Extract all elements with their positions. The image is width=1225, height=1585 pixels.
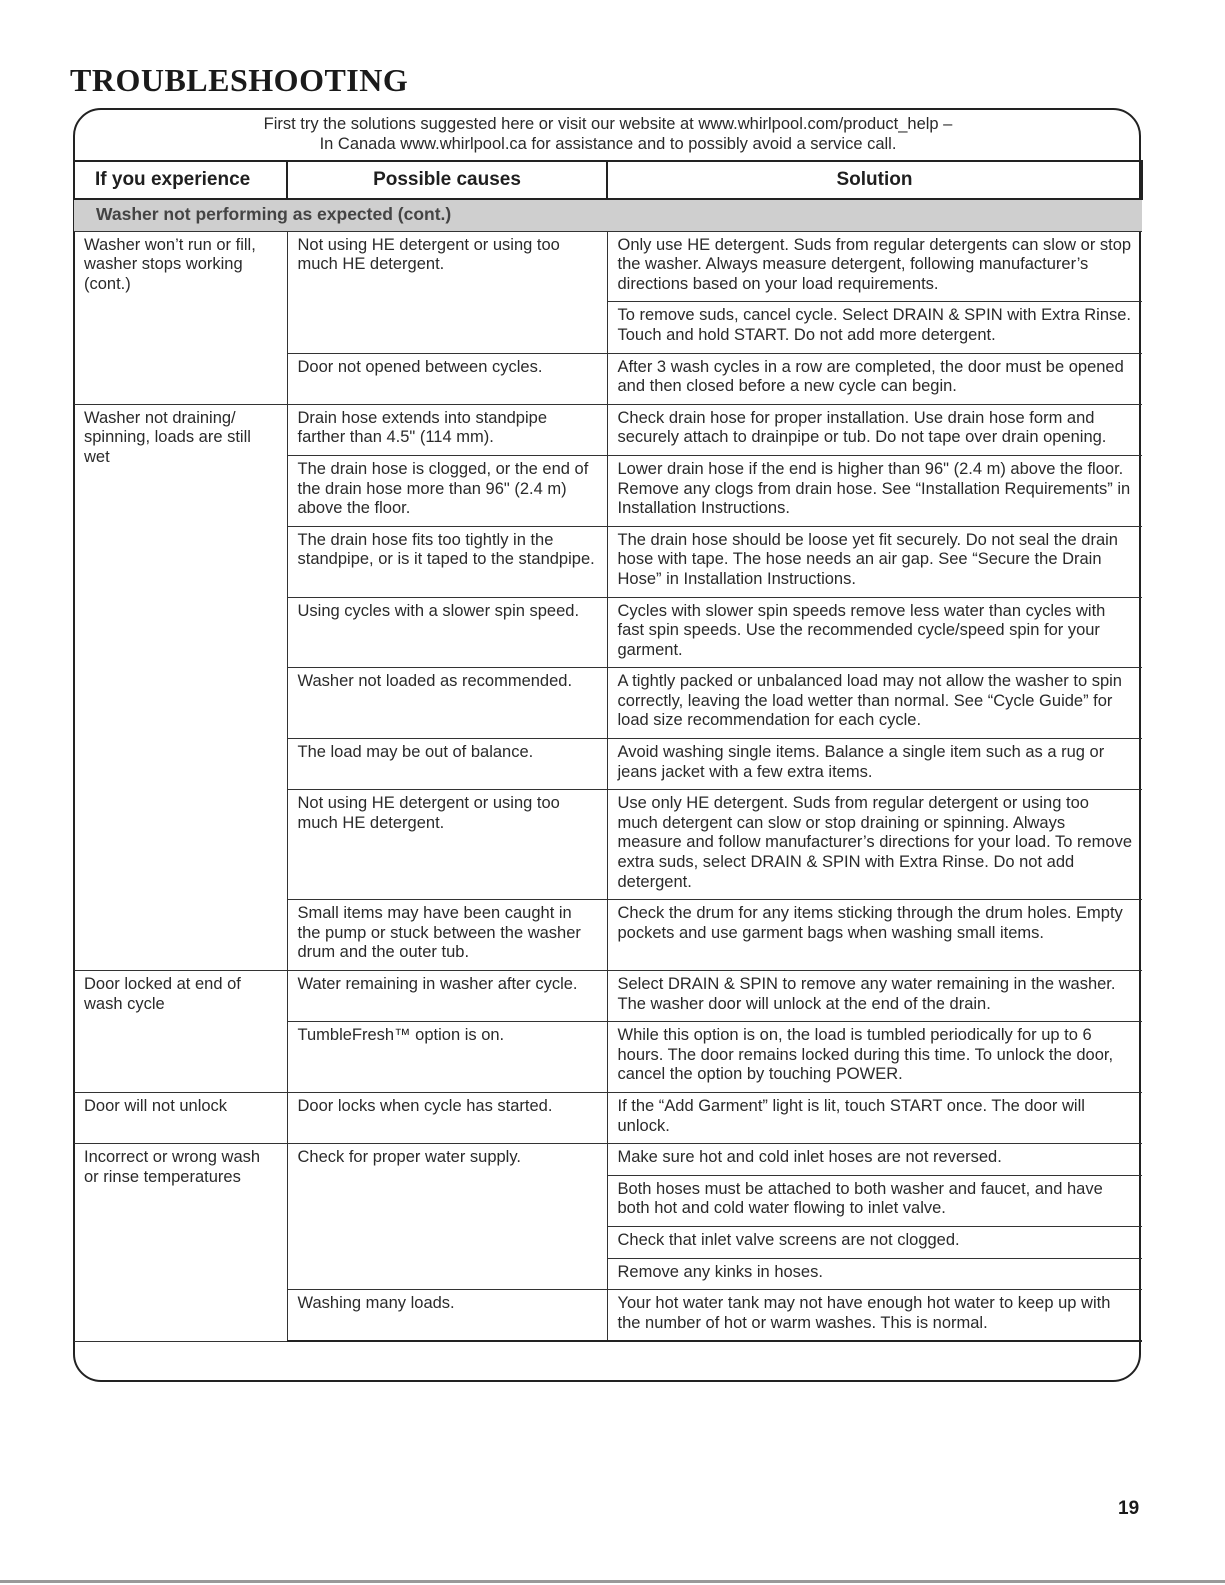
cause-cell: The drain hose is clogged, or the end of the drain hose more than 96" (2.4 m) above the floor. bbox=[287, 455, 607, 526]
bottom-divider bbox=[0, 1580, 1225, 1583]
section-title: Washer not performing as expected (cont.) bbox=[74, 199, 1142, 231]
solution-cell: Check the drum for any items sticking through the drum holes. Empty pockets and use garment bags when washing small items. bbox=[607, 900, 1142, 971]
table-row bbox=[74, 231, 1142, 302]
table-row bbox=[74, 404, 1142, 455]
cause-cell: Check for proper water supply. bbox=[287, 1144, 607, 1290]
solution-cell: Select DRAIN & SPIN to remove any water remaining in the washer. The washer door will unlock at the end of the drain. bbox=[607, 971, 1142, 1022]
solution-cell: While this option is on, the load is tumbled periodically for up to 6 hours. The door remains locked during this time. To unlock the door, cancel the option by touching POWER. bbox=[607, 1022, 1142, 1093]
solution-cell: Cycles with slower spin speeds remove less water than cycles with fast spin speeds. Use the recommended cycle/speed spin for your garment. bbox=[607, 597, 1142, 668]
page-title: TROUBLESHOOTING bbox=[70, 62, 409, 98]
troubleshooting-table bbox=[73, 160, 1143, 1342]
cause-cell: Using cycles with a slower spin speed. bbox=[287, 597, 607, 668]
table-row bbox=[74, 1144, 1142, 1176]
intro-line-2: In Canada www.whirlpool.ca for assistance and to possibly avoid a service call. bbox=[319, 135, 897, 153]
solution-cell: The drain hose should be loose yet fit securely. Do not seal the drain hose with tape. The hose needs an air gap. See “Secure the Drain Hose” in Installation Instructions. bbox=[607, 526, 1142, 597]
solution-cell: Make sure hot and cold inlet hoses are not reversed. bbox=[607, 1144, 1142, 1176]
cause-cell: TumbleFresh™ option is on. bbox=[287, 1022, 607, 1093]
cause-cell: Door locks when cycle has started. bbox=[287, 1092, 607, 1143]
section-row bbox=[74, 199, 1142, 231]
cause-cell: Not using HE detergent or using too much HE detergent. bbox=[287, 231, 607, 353]
header-experience: If you experience bbox=[74, 161, 287, 199]
cause-cell: Water remaining in washer after cycle. bbox=[287, 971, 607, 1022]
experience-cell: Door will not unlock bbox=[74, 1092, 287, 1143]
experience-cell: Washer won’t run or fill, washer stops working (cont.) bbox=[74, 231, 287, 404]
solution-cell: Your hot water tank may not have enough hot water to keep up with the number of hot or warm washes. This is normal. bbox=[607, 1290, 1142, 1342]
solution-cell: Check drain hose for proper installation. Use drain hose form and securely attach to drainpipe or tub. Do not tape over drain opening. bbox=[607, 404, 1142, 455]
cause-cell: Small items may have been caught in the pump or stuck between the washer drum and the outer tub. bbox=[287, 900, 607, 971]
solution-cell: Avoid washing single items. Balance a single item such as a rug or jeans jacket with a few extra items. bbox=[607, 739, 1142, 790]
solution-cell: Use only HE detergent. Suds from regular detergent or using too much detergent can slow or stop draining or spinning. Always measure and follow manufacturer’s directions for your load. To remove extra suds, select DRAIN & SPIN with Extra Rinse. Do not add detergent. bbox=[607, 790, 1142, 900]
solution-cell: Only use HE detergent. Suds from regular detergents can slow or stop the washer. Always measure detergent, following manufacturer’s directions based on your load requirements. bbox=[607, 231, 1142, 302]
experience-cell: Door locked at end of wash cycle bbox=[74, 971, 287, 1093]
solution-cell: Both hoses must be attached to both washer and faucet, and have both hot and cold water flowing to inlet valve. bbox=[607, 1175, 1142, 1226]
solution-cell: A tightly packed or unbalanced load may not allow the washer to spin correctly, leaving the load wetter than normal. See “Cycle Guide” for load size recommendation for each cycle. bbox=[607, 668, 1142, 739]
solution-cell: Lower drain hose if the end is higher than 96" (2.4 m) above the floor. Remove any clogs from drain hose. See “Installation Requirements” in Installation Instructions. bbox=[607, 455, 1142, 526]
cause-cell: The drain hose fits too tightly in the standpipe, or is it taped to the standpipe. bbox=[287, 526, 607, 597]
solution-cell: To remove suds, cancel cycle. Select DRAIN & SPIN with Extra Rinse. Touch and hold START. Do not add more detergent. bbox=[607, 302, 1142, 353]
solution-cell: Check that inlet valve screens are not clogged. bbox=[607, 1226, 1142, 1258]
cause-cell: Washing many loads. bbox=[287, 1290, 607, 1342]
experience-cell: Washer not draining/ spinning, loads are still wet bbox=[74, 404, 287, 970]
experience-cell: Incorrect or wrong wash or rinse temperatures bbox=[74, 1144, 287, 1342]
intro-text bbox=[75, 114, 1141, 154]
page-number: 19 bbox=[1118, 1498, 1140, 1519]
cause-cell: Door not opened between cycles. bbox=[287, 353, 607, 404]
cause-cell: Drain hose extends into standpipe farther than 4.5" (114 mm). bbox=[287, 404, 607, 455]
table-row bbox=[74, 971, 1142, 1022]
header-causes: Possible causes bbox=[287, 161, 607, 199]
intro-line-1: First try the solutions suggested here or visit our website at www.whirlpool.com/product_help – bbox=[263, 115, 953, 133]
table-row bbox=[74, 1092, 1142, 1143]
cause-cell: Not using HE detergent or using too much HE detergent. bbox=[287, 790, 607, 900]
header-solution: Solution bbox=[607, 161, 1142, 199]
solution-cell: If the “Add Garment” light is lit, touch START once. The door will unlock. bbox=[607, 1092, 1142, 1143]
cause-cell: The load may be out of balance. bbox=[287, 739, 607, 790]
header-row bbox=[74, 161, 1142, 199]
solution-cell: After 3 wash cycles in a row are completed, the door must be opened and then closed before a new cycle can begin. bbox=[607, 353, 1142, 404]
cause-cell: Washer not loaded as recommended. bbox=[287, 668, 607, 739]
solution-cell: Remove any kinks in hoses. bbox=[607, 1258, 1142, 1290]
